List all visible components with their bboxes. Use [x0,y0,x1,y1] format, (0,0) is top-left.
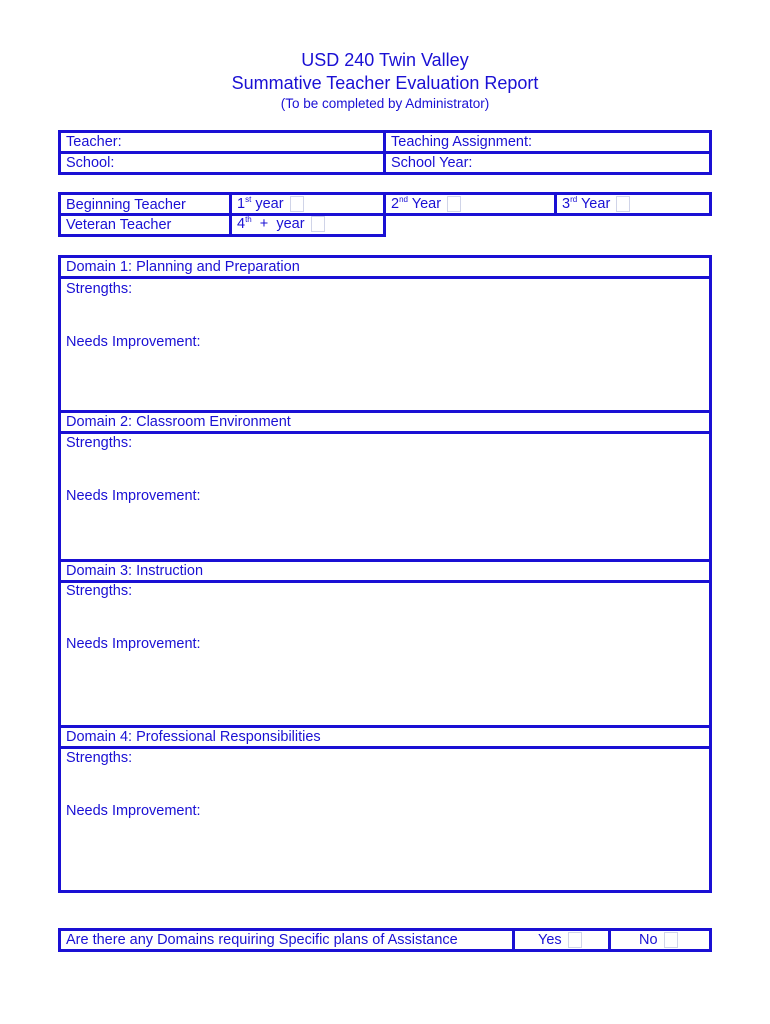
domain-3-needs-label: Needs Improvement: [66,636,201,652]
domain-3-title: Domain 3: Instruction [66,563,204,579]
year-4-checkbox[interactable] [311,216,325,232]
year-3-checkbox[interactable] [616,196,630,212]
domain-4-needs-label: Needs Improvement: [66,803,201,819]
domain-4-body[interactable] [58,746,712,893]
no-option[interactable]: No [639,932,678,948]
school-year-field[interactable]: School Year: [391,155,473,171]
yes-checkbox[interactable] [568,932,582,948]
teacher-field[interactable]: Teacher: [66,134,122,150]
year-4-plus-option[interactable]: 4th + year [237,216,325,232]
domain-2-strengths-label: Strengths: [66,435,133,451]
beginning-teacher-label: Beginning Teacher [66,197,186,213]
domain-1-strengths-label: Strengths: [66,281,133,297]
year-2-option[interactable]: 2nd Year [391,196,461,212]
domain-1-needs-label: Needs Improvement: [66,334,201,350]
assistance-question: Are there any Domains requiring Specific plans of Assistance [66,932,458,948]
domain-4-title: Domain 4: Professional Responsibilities [66,729,321,745]
domain-3-body[interactable] [58,580,712,728]
yes-option[interactable]: Yes [538,932,582,948]
year-1-checkbox[interactable] [290,196,304,212]
year-3-option[interactable]: 3rd Year [562,196,630,212]
no-checkbox[interactable] [664,932,678,948]
domain-3-strengths-label: Strengths: [66,583,133,599]
domain-4-strengths-label: Strengths: [66,750,133,766]
school-field[interactable]: School: [66,155,115,171]
domain-2-needs-label: Needs Improvement: [66,488,201,504]
domain-1-title: Domain 1: Planning and Preparation [66,259,300,275]
year-1-option[interactable]: 1st year [237,196,304,212]
teaching-assignment-field[interactable]: Teaching Assignment: [391,134,533,150]
domain-2-title: Domain 2: Classroom Environment [66,414,291,430]
report-title: Summative Teacher Evaluation Report [231,73,539,93]
veteran-teacher-label: Veteran Teacher [66,217,172,233]
completion-note: (To be completed by Administrator) [280,96,490,111]
year-2-checkbox[interactable] [447,196,461,212]
district-title: USD 240 Twin Valley [301,50,469,70]
